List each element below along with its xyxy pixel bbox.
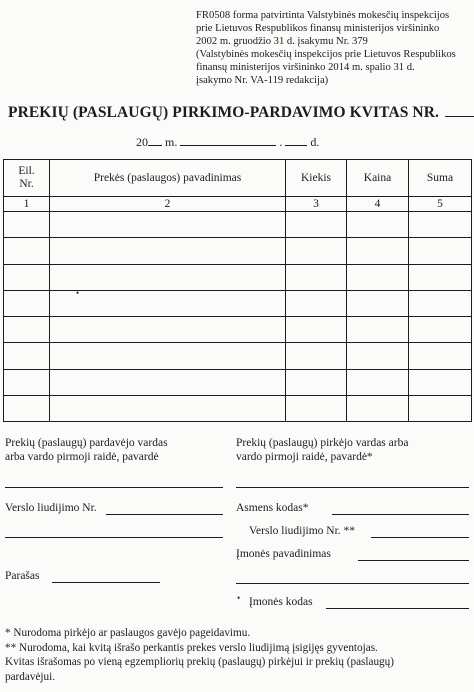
cell[interactable] [4, 343, 50, 369]
seller-name-label [5, 436, 168, 464]
cell[interactable] [50, 212, 286, 238]
seller-certificate-label: Verslo liudijimo Nr. [5, 502, 97, 514]
cell[interactable] [4, 395, 50, 421]
cell[interactable] [347, 395, 409, 421]
document-title [8, 104, 468, 122]
column-number-row [4, 197, 472, 212]
buyer-name-label-line: vardo pirmoji raidė, pavardė* [236, 451, 373, 463]
cell[interactable] [409, 317, 472, 343]
cell[interactable] [4, 238, 50, 264]
cell[interactable] [50, 264, 286, 290]
buyer-company-name-field[interactable] [358, 560, 469, 561]
seller-signature-field[interactable] [52, 582, 160, 583]
approval-line: prie Lietuvos Respublikos finansų ministerijos viršininko [196, 23, 440, 34]
buyer-personal-code-field[interactable] [332, 514, 469, 515]
cell[interactable] [409, 395, 472, 421]
buyer-company-name-label: Įmonės pavadinimas [236, 548, 331, 560]
cell[interactable] [347, 317, 409, 343]
table-row [4, 317, 472, 343]
buyer-certificate-label: Verslo liudijimo Nr. ** [249, 525, 356, 537]
document-title-text: PREKIŲ (PASLAUGŲ) PIRKIMO-PARDAVIMO KVITAS NR. [8, 104, 439, 121]
scan-speck: • [237, 593, 241, 603]
cell[interactable] [4, 290, 50, 316]
approval-line: (Valstybinės mokesčių inspekcijos prie Lietuvos Respublikos [196, 49, 456, 60]
footnote-copies: pardavėjui. [5, 670, 56, 683]
header-quantity: Kiekis [286, 160, 347, 197]
table-row [4, 290, 472, 316]
date-dot: . [279, 135, 283, 149]
buyer-company-code-label: Įmonės kodas [249, 596, 313, 608]
cell[interactable] [286, 290, 347, 316]
cell[interactable] [50, 343, 286, 369]
buyer-company-name-extra-field[interactable] [236, 583, 469, 584]
header-row-number [4, 160, 50, 197]
header-price: Kaina [347, 160, 409, 197]
cell[interactable] [50, 317, 286, 343]
table-row [4, 264, 472, 290]
cell[interactable] [50, 395, 286, 421]
column-number: 2 [50, 197, 286, 212]
cell[interactable] [4, 369, 50, 395]
receipt-number-field[interactable] [445, 116, 474, 117]
cell[interactable] [286, 264, 347, 290]
cell[interactable] [286, 317, 347, 343]
table-header-row [4, 160, 472, 197]
date-month-field[interactable] [180, 134, 276, 146]
footnotes [5, 626, 471, 684]
cell[interactable] [4, 264, 50, 290]
table-row [4, 212, 472, 238]
table-row [4, 369, 472, 395]
cell[interactable] [286, 395, 347, 421]
cell[interactable] [347, 290, 409, 316]
buyer-company-code-field[interactable] [326, 608, 469, 609]
table-row [4, 238, 472, 264]
cell[interactable] [347, 343, 409, 369]
cell[interactable] [409, 343, 472, 369]
cell[interactable] [286, 212, 347, 238]
footnote-optional: * Nurodoma pirkėjo ar paslaugos gavėjo pageidavimu. [5, 627, 251, 639]
header-sum: Suma [409, 160, 472, 197]
date-year-prefix: 20 [136, 135, 148, 149]
scan-speck: • [76, 288, 80, 298]
date-row [136, 134, 319, 150]
buyer-certificate-field[interactable] [371, 537, 469, 538]
cell[interactable] [4, 212, 50, 238]
table-row [4, 395, 472, 421]
header-row-number-text: Eil. Nr. [18, 165, 35, 190]
buyer-name-label [236, 436, 408, 464]
approval-note [196, 9, 468, 87]
cell[interactable] [347, 369, 409, 395]
approval-line: FR0508 forma patvirtinta Valstybinės mokesčių inspekcijos [196, 10, 450, 21]
cell[interactable] [50, 290, 286, 316]
approval-line: 2002 m. gruodžio 31 d. įsakymu Nr. 379 [196, 36, 368, 47]
column-number: 1 [4, 197, 50, 212]
cell[interactable] [4, 317, 50, 343]
seller-name-field[interactable] [5, 487, 223, 488]
buyer-personal-code-label: Asmens kodas* [236, 502, 309, 514]
cell[interactable] [286, 369, 347, 395]
date-month-label: m. [165, 135, 178, 149]
approval-line: įsakymo Nr. VA-119 redakcija) [196, 75, 329, 86]
buyer-name-label-line: Prekių (paslaugų) pirkėjo vardas arba [236, 437, 409, 449]
seller-certificate-field[interactable] [106, 514, 223, 515]
cell[interactable] [409, 369, 472, 395]
footnote-certificate: ** Nurodoma, kai kvitą išrašo perkantis prekes verslo liudijimą įsigijęs gyventojas. [5, 641, 378, 654]
column-number: 3 [286, 197, 347, 212]
items-table [3, 159, 472, 422]
seller-certificate-extra-field[interactable] [5, 537, 223, 538]
buyer-name-field[interactable] [236, 487, 469, 488]
column-number: 4 [347, 197, 409, 212]
cell[interactable] [347, 238, 409, 264]
cell[interactable] [409, 212, 472, 238]
approval-line: finansų ministerijos viršininko 2014 m. spalio 31 d. [196, 62, 415, 73]
table-row [4, 343, 472, 369]
cell[interactable] [347, 264, 409, 290]
cell[interactable] [286, 343, 347, 369]
cell[interactable] [286, 238, 347, 264]
header-item-name: Prekės (paslaugos) pavadinimas [50, 160, 286, 197]
cell[interactable] [50, 369, 286, 395]
footnote-copies: Kvitas išrašomas po vieną egzempliorių prekių (paslaugų) pirkėjui ir prekių (paslaugų) [5, 656, 394, 668]
seller-signature-label: Parašas [5, 570, 40, 582]
cell[interactable] [409, 290, 472, 316]
column-number: 5 [409, 197, 472, 212]
date-day-field[interactable] [285, 134, 307, 146]
seller-name-label-line: Prekių (paslaugų) pardavėjo vardas [5, 437, 168, 449]
cell[interactable] [409, 264, 472, 290]
cell[interactable] [409, 238, 472, 264]
cell[interactable] [50, 238, 286, 264]
cell[interactable] [347, 212, 409, 238]
seller-name-label-line: arba vardo pirmoji raidė, pavardė [5, 451, 159, 463]
date-year-field[interactable] [148, 134, 162, 146]
date-day-label: d. [310, 135, 320, 149]
